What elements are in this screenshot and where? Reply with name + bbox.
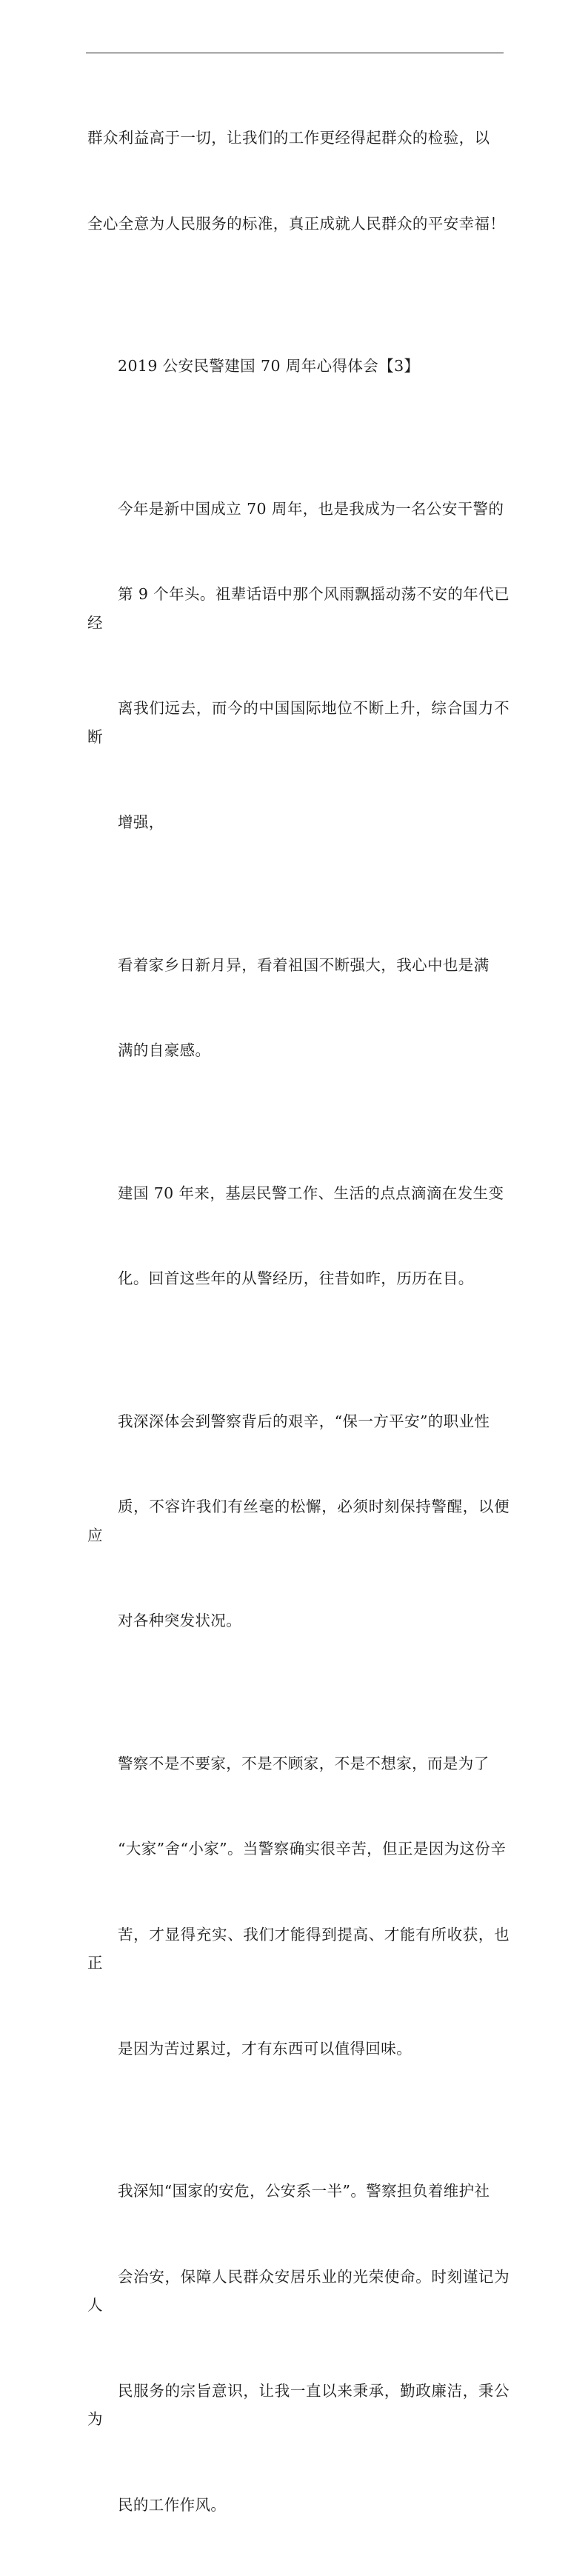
text-line: 民服务的宗旨意识，让我一直以来秉承，勤政廉洁，秉公为	[87, 2381, 510, 2428]
section-heading	[87, 295, 510, 438]
text-line: 第 9 个年头。祖辈话语中那个风雨飘摇动荡不安的年代已经	[87, 585, 510, 632]
heading-text: 2019 公安民警建国 70 周年心得体会【3】	[118, 357, 420, 375]
text-line: 苦，才显得充实、我们才能得到提高、才能有所收获，也正	[87, 1925, 510, 1972]
text-line: 今年是新中国成立 70 周年，也是我成为一名公安干警的	[118, 499, 504, 518]
text-line: 建国 70 年来，基层民警工作、生活的点点滴滴在发生变	[118, 1184, 504, 1202]
paragraph	[87, 438, 510, 894]
text-line: 增强，	[118, 813, 164, 831]
text-line: 离我们远去，而今的中国国际地位不断上升，综合国力不断	[87, 699, 510, 746]
paragraph	[87, 894, 510, 1122]
text-line: 对各种突发状况。	[118, 1612, 242, 1629]
text-line: 民的工作作风。	[118, 2495, 227, 2514]
text-line: 警察不是不要家，不是不顾家，不是不想家，而是为了	[118, 1754, 490, 1772]
text-line: 质，不容许我们有丝毫的松懈，必须时刻保持警醒，以便应	[87, 1498, 510, 1544]
document-body	[87, 67, 510, 2576]
text-line: 满的自豪感。	[118, 1041, 211, 1059]
text-line: “大家”舍“小家”。当警察确实很辛苦，但正是因为这份辛	[118, 1840, 507, 1858]
paragraph	[87, 1122, 510, 1350]
text-line: 我深知“国家的安危，公安系一半”。警察担负着维护社	[118, 2182, 490, 2200]
text-line: 群众利益高于一切，让我们的工作更经得起群众的检验，以	[87, 129, 490, 147]
text-line: 全心全意为人民服务的标准，真正成就人民群众的平安幸福！	[87, 214, 506, 233]
text-line: 化。回首这些年的从警经历，往昔如昨，历历在目。	[118, 1269, 474, 1287]
text-line: 我深深体会到警察背后的艰辛，“保一方平安”的职业性	[118, 1412, 490, 1430]
text-line: 看着家乡日新月异，看着祖国不断强大，我心中也是满	[118, 955, 490, 974]
text-line: 会治安，保障人民群众安居乐业的光荣使命。时刻谨记为人	[87, 2267, 510, 2314]
paragraph-continuation	[87, 67, 510, 295]
text-line: 是因为苦过累过，才有东西可以值得回味。	[118, 2039, 412, 2058]
paragraph	[87, 1692, 510, 2120]
paragraph	[87, 1350, 510, 1692]
paragraph	[87, 2120, 510, 2576]
